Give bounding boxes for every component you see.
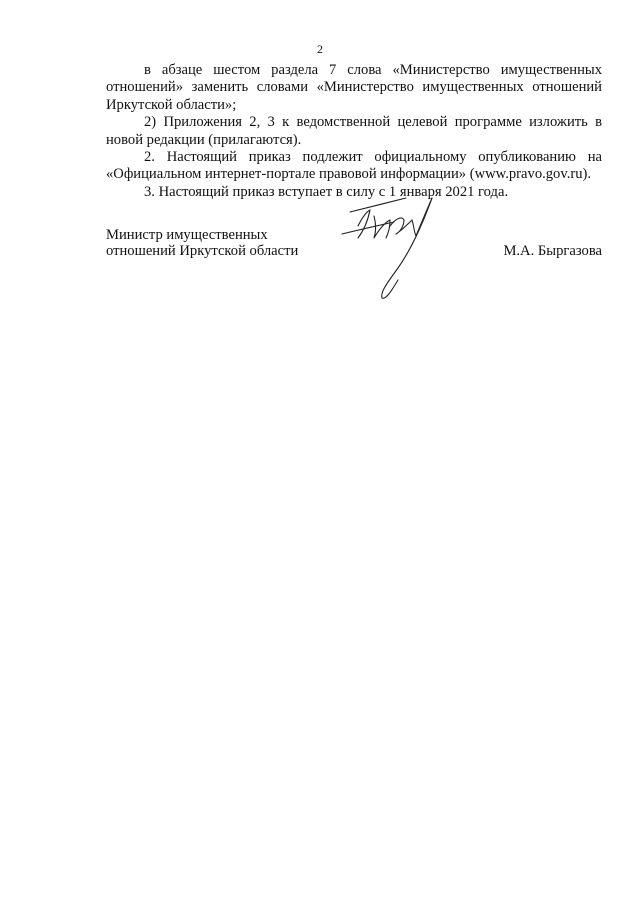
document-body bbox=[106, 62, 602, 201]
signatory-title-line-1: Министр имущественных bbox=[106, 227, 268, 243]
paragraph-amend-section-7: в абзаце шестом раздела 7 слова «Министерство имущественных отношений» заменить словами «Министерство имущественных отношений Иркутской области»; bbox=[106, 62, 602, 113]
paragraph-appendices: 2) Приложения 2, 3 к ведомственной целевой программе изложить в новой редакции (прилагаются). bbox=[106, 114, 602, 148]
signatory-title-line-2: отношений Иркутской области bbox=[106, 242, 299, 259]
paragraph-publication: 2. Настоящий приказ подлежит официальному опубликованию на «Официальном интернет-портале правовой информации» (www.pravo.gov.ru). bbox=[106, 149, 602, 183]
signature-block bbox=[106, 228, 602, 318]
handwritten-signature bbox=[336, 186, 456, 311]
page-number: 2 bbox=[317, 42, 323, 56]
signatory-title bbox=[106, 228, 346, 259]
signatory-name: М.А. Быргазова bbox=[503, 243, 602, 259]
paragraph-effective-date: 3. Настоящий приказ вступает в силу с 1 января 2021 года. bbox=[144, 183, 509, 200]
